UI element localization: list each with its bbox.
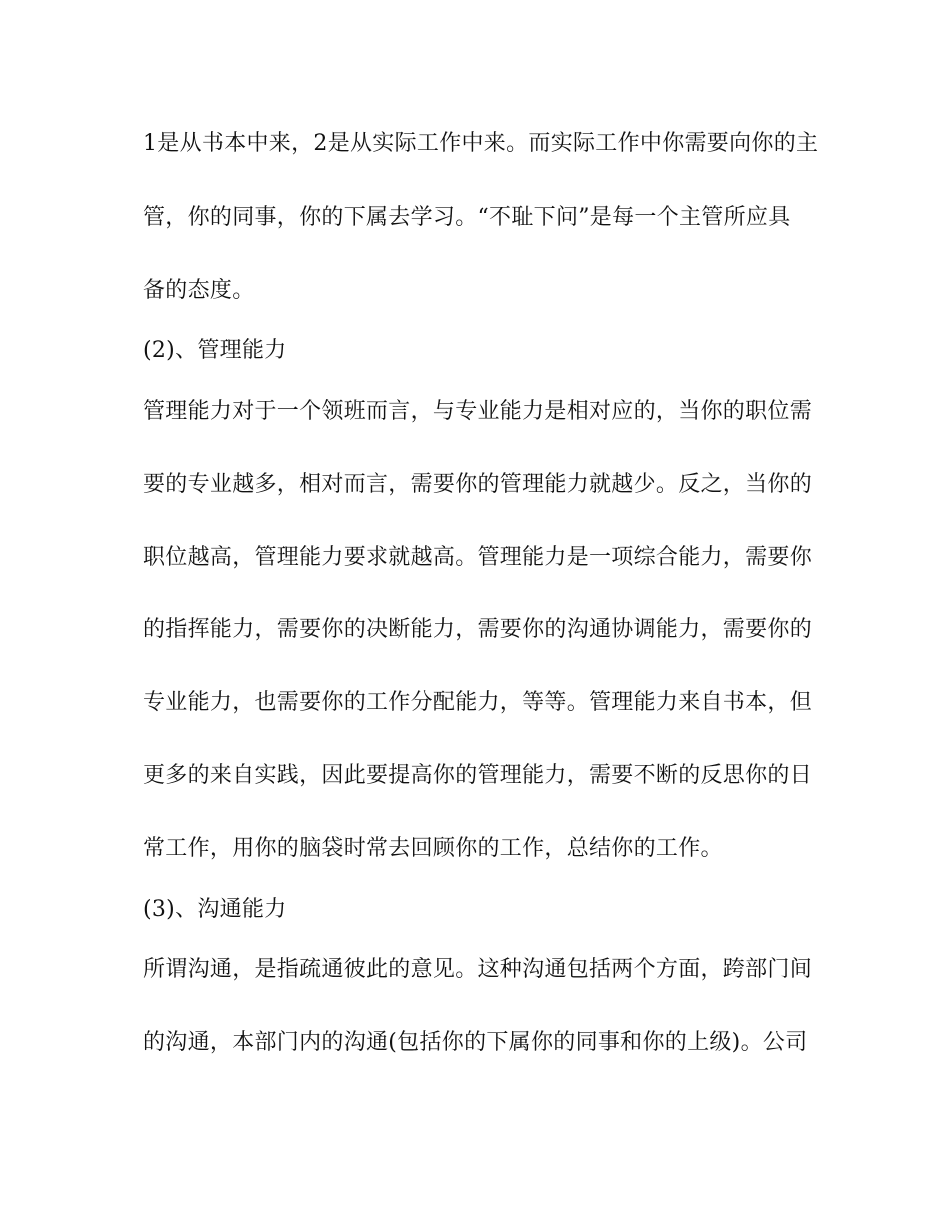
paragraph-line: 所谓沟通，是指疏通彼此的意见。这种沟通包括两个方面，跨部门间 <box>143 957 813 982</box>
section-heading: (3)、沟通能力 <box>143 897 287 922</box>
paragraph-line: 备的态度。 <box>143 278 255 303</box>
paragraph-line: 的指挥能力，需要你的决断能力，需要你的沟通协调能力，需要你的 <box>143 617 813 642</box>
section-heading: (2)、管理能力 <box>143 338 287 363</box>
paragraph-line: 职位越高，管理能力要求就越高。管理能力是一项综合能力，需要你 <box>143 545 813 570</box>
paragraph-line: 的沟通，本部门内的沟通(包括你的下属你的同事和你的上级)。公司 <box>143 1030 808 1055</box>
paragraph-line: 常工作，用你的脑袋时常去回顾你的工作，总结你的工作。 <box>143 836 723 861</box>
paragraph-line: 要的专业越多，相对而言，需要你的管理能力就越少。反之，当你的 <box>143 472 813 497</box>
paragraph-line: 管，你的同事，你的下属去学习。“不耻下问”是每一个主管所应具 <box>143 205 791 230</box>
paragraph-line: 1是从书本中来，2是从实际工作中来。而实际工作中你需要向你的主 <box>143 131 819 156</box>
paragraph-line: 专业能力，也需要你的工作分配能力，等等。管理能力来自书本，但 <box>143 690 813 715</box>
paragraph-line: 更多的来自实践，因此要提高你的管理能力，需要不断的反思你的日 <box>143 763 813 788</box>
paragraph-line: 管理能力对于一个领班而言，与专业能力是相对应的，当你的职位需 <box>143 399 813 424</box>
